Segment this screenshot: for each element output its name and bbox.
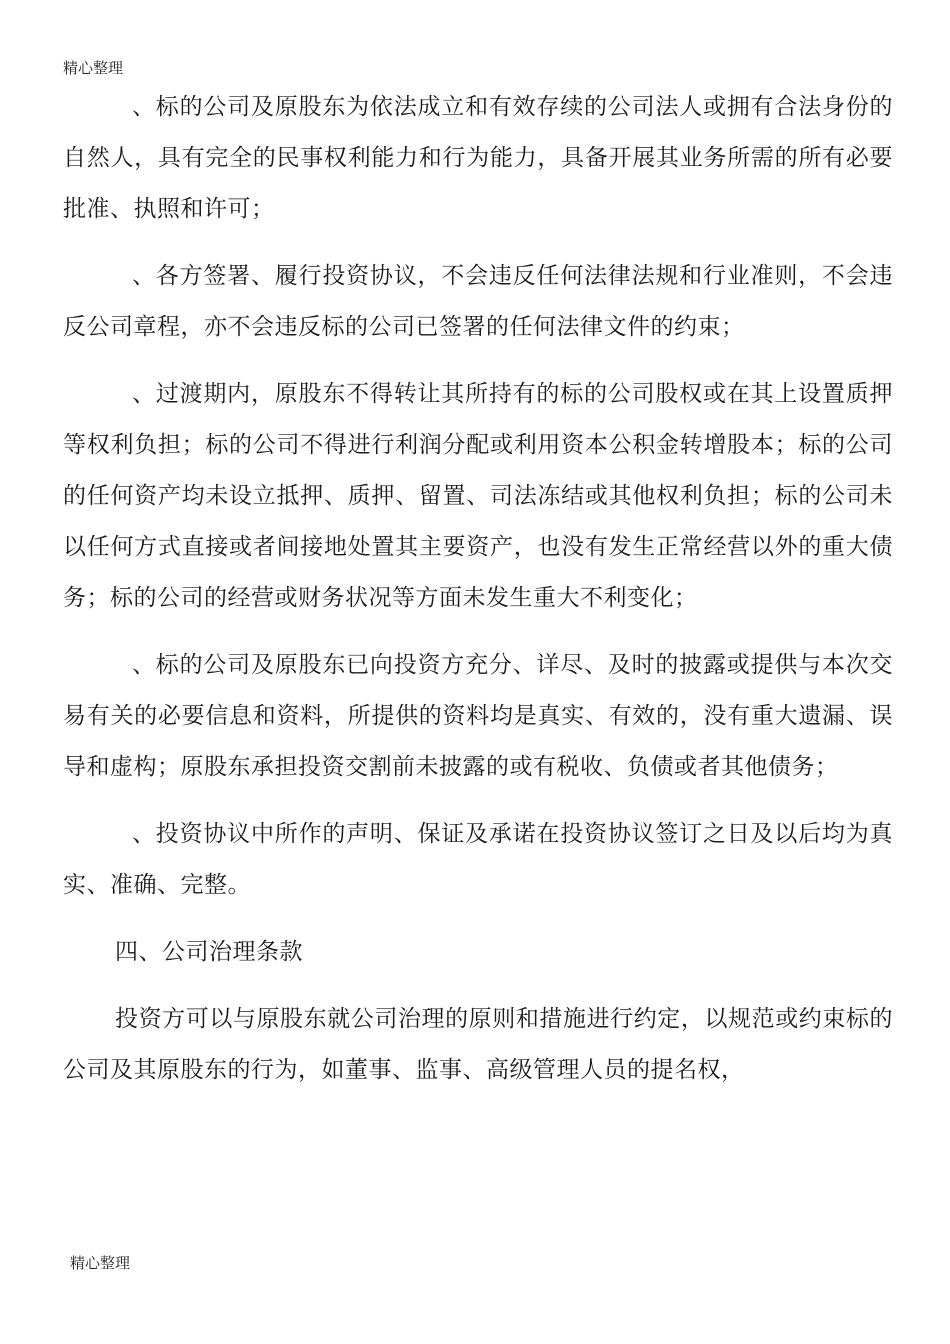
- clause-paragraph-4: 、标的公司及原股东已向投资方充分、详尽、及时的披露或提供与本次交易有关的必要信息和资料，所提供的资料均是真实、有效的，没有重大遗漏、误导和虚构；原股东承担投资交割前未披露的或有税收、负债或者其他债务；: [63, 652, 893, 780]
- clause-paragraph-5: 、投资协议中所作的声明、保证及承诺在投资协议签订之日及以后均为真实、准确、完整。: [63, 821, 893, 898]
- clause-paragraph-3: 、过渡期内，原股东不得转让其所持有的标的公司股权或在其上设置质押等权利负担；标的公司不得进行利润分配或利用资本公积金转增股本；标的公司的任何资产均未设立抵押、质押、留置、司法冻结或其他权利负担；标的公司未以任何方式直接或者间接地处置其主要资产，也没有发生正常经营以外的重大债务；标的公司的经营或财务状况等方面未发生重大不利变化；: [63, 381, 893, 611]
- section-paragraph: 投资方可以与原股东就公司治理的原则和措施进行约定，以规范或约束标的公司及其原股东的行为，如董事、监事、高级管理人员的提名权，: [63, 1006, 893, 1083]
- clause-paragraph-2: 、各方签署、履行投资协议，不会违反任何法律法规和行业准则，不会违反公司章程，亦不会违反标的公司已签署的任何法律文件的约束；: [63, 263, 893, 340]
- clause-paragraph-1: 、标的公司及原股东为依法成立和有效存续的公司法人或拥有合法身份的自然人，具有完全的民事权利能力和行为能力，具备开展其业务所需的所有必要批准、执照和许可；: [63, 94, 893, 222]
- page-header-label: 精心整理: [63, 59, 124, 77]
- section-heading: 四、公司治理条款: [115, 939, 303, 965]
- document-body: [63, 82, 893, 1112]
- page-footer-label: 精心整理: [70, 1254, 131, 1272]
